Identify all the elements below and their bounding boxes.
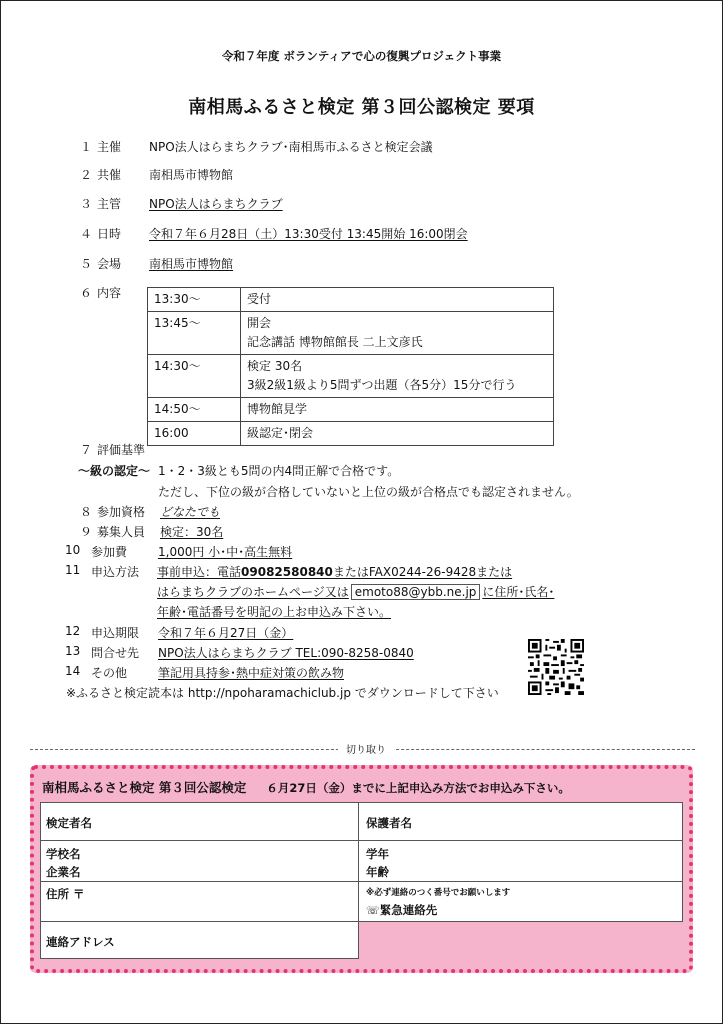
footnote: ※ふるさと検定読本は http://npoharamachiclub.jp でダウンロードして下さい (66, 686, 499, 700)
item-number: ９ (80, 525, 93, 539)
item-number: 11 (65, 563, 81, 577)
table-row (148, 422, 554, 446)
item-key: 主催 (97, 140, 122, 154)
item-value: 南相馬市博物館 (149, 257, 234, 271)
emergency-contact-label: ☏緊急連絡先 (366, 903, 438, 917)
item-number: 14 (65, 664, 81, 678)
form-divider-vertical (358, 802, 359, 922)
table-row (148, 355, 554, 398)
page-title: 南相馬ふるさと検定 第３回公認検定 要項 (188, 97, 535, 118)
item-number: ６ (80, 286, 93, 300)
item-value: NPO法人はらまちクラブ (149, 197, 283, 211)
schedule-line: 記念講話 博物館館長 二上文彦氏 (247, 335, 423, 349)
form-title (42, 778, 570, 796)
item-value: 検定：30名 (160, 525, 224, 539)
item-key: 参加費 (91, 545, 128, 559)
evaluation-line-1: 1・2・3級とも5問の内4問正解で合格です。 (158, 464, 400, 478)
schedule-time: 13:30～ (148, 288, 241, 312)
item-key: 申込期限 (91, 626, 140, 640)
table-row (148, 312, 554, 355)
schedule-content (241, 422, 554, 446)
apply-line-1-post: またはFAX0244-26-9428または (332, 565, 513, 579)
grade-certification-label: ～級の認定～ (78, 464, 151, 478)
phone-icon: ☏ (366, 904, 380, 917)
item-number: 13 (65, 644, 81, 658)
item-number: ３ (80, 197, 93, 211)
item-value: 筆記用具持参･熱中症対策の飲み物 (158, 666, 345, 680)
page-subtitle: 令和７年度 ボランティアで心の復興プロジェクト事業 (221, 49, 502, 63)
apply-line-1-pre: 事前申込：電話 (157, 565, 242, 579)
item-value: 令和７年６月27日（金） (158, 626, 294, 640)
form-table (40, 802, 683, 922)
item-number: ７ (80, 443, 93, 457)
item-value: どなたでも (160, 505, 221, 519)
item-key: その他 (91, 666, 128, 680)
item-value: NPO法人はらまちクラブ･南相馬市ふるさと検定会議 (149, 140, 433, 154)
item-number: 10 (65, 543, 81, 557)
schedule-line: 級認定･閉会 (247, 426, 314, 440)
item-number: ２ (80, 168, 93, 182)
item-value: 南相馬市博物館 (149, 168, 234, 182)
apply-line-3: 年齢･電話番号を明記の上お申込み下さい。 (157, 605, 392, 619)
item-key: 会場 (97, 257, 122, 271)
item-number: 12 (65, 624, 81, 638)
item-key: 日時 (97, 227, 122, 241)
schedule-time: 14:30～ (148, 355, 241, 398)
qr-code-icon[interactable] (528, 639, 584, 695)
form-divider (40, 881, 683, 882)
item-key: 主管 (97, 197, 122, 211)
item-key: 共催 (97, 168, 122, 182)
schedule-table (147, 287, 554, 446)
guardian-name-label: 保護者名 (366, 816, 412, 830)
form-divider (40, 840, 683, 841)
examinee-name-label: 検定者名 (46, 816, 92, 830)
schedule-line: 受付 (247, 292, 272, 306)
contact-address-label: 連絡アドレス (46, 935, 115, 949)
table-row (148, 398, 554, 422)
form-title-text: 南相馬ふるさと検定 第３回公認検定 (42, 780, 247, 795)
item-value: 1,000円 小･中･高生無料 (158, 545, 293, 559)
apply-email-link[interactable]: emoto88@ybb.ne.jp (351, 584, 481, 600)
item-number: ５ (80, 257, 93, 271)
item-key: 申込方法 (91, 565, 140, 579)
apply-phone: 09082580840 (241, 565, 333, 579)
item-key: 問合せ先 (91, 646, 140, 660)
schedule-content (241, 288, 554, 312)
cut-label: 切り取り (338, 741, 394, 756)
schedule-content (241, 355, 554, 398)
schedule-time: 13:45～ (148, 312, 241, 355)
school-name-label: 学校名 (46, 847, 81, 861)
item-number: １ (80, 140, 93, 154)
form-deadline-text: ６月27日（金）までに上記申込み方法でお申込み下さい。 (266, 781, 570, 795)
item-number: ８ (80, 505, 93, 519)
item-key: 参加資格 (97, 505, 146, 519)
evaluation-line-2: ただし、下位の級が合格していないと上位の級が合格点でも認定されません。 (158, 485, 579, 499)
schedule-line: 3級2級1級より5問ずつ出題（各5分）15分で行う (247, 378, 517, 392)
schedule-time: 16:00 (148, 422, 241, 446)
company-name-label: 企業名 (46, 865, 81, 879)
schedule-time: 14:50～ (148, 398, 241, 422)
schedule-line: 開会 (247, 316, 272, 330)
schedule-content (241, 312, 554, 355)
item-value: 令和７年６月28日（土）13:30受付 13:45開始 16:00閉会 (149, 227, 468, 241)
item-key: 内容 (97, 286, 122, 300)
contact-note: ※必ず連絡のつく番号でお願いします (366, 888, 511, 898)
address-label: 住所 〒 (46, 887, 85, 901)
schedule-line: 博物館見学 (247, 402, 308, 416)
item-key: 募集人員 (97, 525, 146, 539)
schedule-line: 検定 30名 (247, 359, 303, 373)
table-row (148, 288, 554, 312)
item-number: ４ (80, 227, 93, 241)
grade-label: 学年 (366, 847, 389, 861)
item-key: 評価基準 (97, 443, 146, 457)
apply-line-2-post: に住所･氏名･ (482, 585, 555, 599)
age-label: 年齢 (366, 865, 389, 879)
item-value: NPO法人はらまちクラブ TEL:090-8258-0840 (158, 646, 414, 660)
schedule-content (241, 398, 554, 422)
apply-line-2-pre: はらまちクラブのホームページ又は (157, 585, 349, 599)
